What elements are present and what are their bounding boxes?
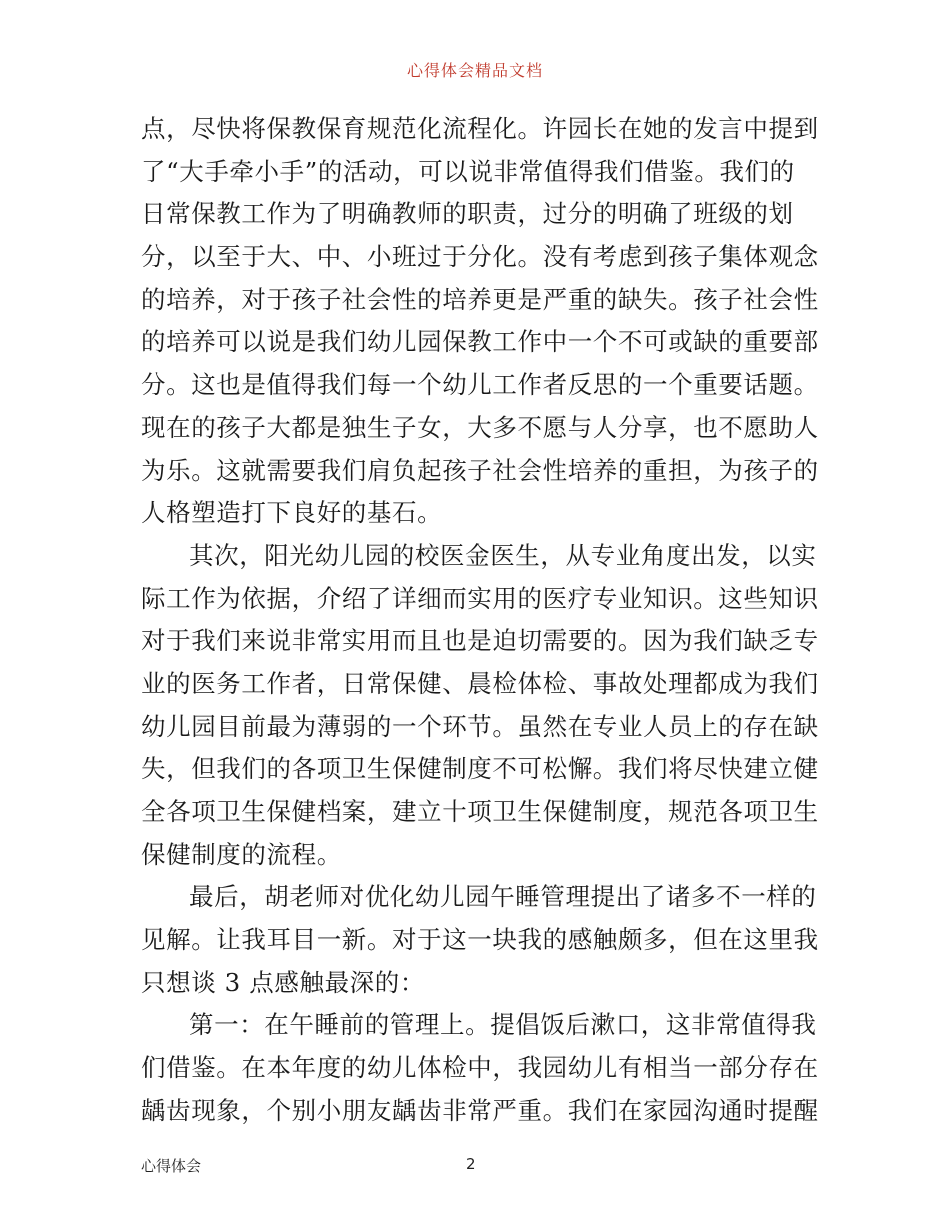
text-line: 了“大手牵小手”的活动，可以说非常值得我们借鉴。我们的: [141, 156, 795, 186]
text-line: 的培养，对于孩子社会性的培养更是严重的缺失。孩子社会性: [141, 284, 819, 314]
page-header-title: 心得体会精品文档: [406, 61, 543, 80]
text-line: 分，以至于大、中、小班过于分化。没有考虑到孩子集体观念: [141, 242, 819, 272]
text-line: 幼儿园目前最为薄弱的一个环节。虽然在专业人员上的存在缺: [141, 711, 819, 741]
page-number: 2: [466, 1155, 476, 1173]
text-line: 际工作为依据，介绍了详细而实用的医疗专业知识。这些知识: [141, 583, 819, 613]
text-line: 们借鉴。在本年度的幼儿体检中，我园幼儿有相当一部分存在: [141, 1053, 819, 1083]
text-line: 点，尽快将保教保育规范化流程化。许园长在她的发言中提到: [141, 114, 819, 143]
text-line: 其次，阳光幼儿园的校医金医生，从专业角度出发，以实: [189, 540, 817, 570]
text-line: 分。这也是值得我们每一个幼儿工作者反思的一个重要话题。: [141, 370, 819, 400]
page-footer: [0, 1155, 950, 1177]
text-line: 失，但我们的各项卫生保健制度不可松懈。我们将尽快建立健: [141, 754, 819, 784]
text-line: 业的医务工作者，日常保健、晨检体检、事故处理都成为我们: [141, 668, 819, 698]
text-line: 见解。让我耳目一新。对于这一块我的感触颇多，但在这里我: [141, 925, 819, 955]
text-line: 现在的孩子大都是独生子女，大多不愿与人分享，也不愿助人: [141, 412, 819, 442]
text-line: 龋齿现象，个别小朋友龋齿非常严重。我们在家园沟通时提醒: [141, 1095, 819, 1125]
text-line: 最后，胡老师对优化幼儿园午睡管理提出了诸多不一样的: [189, 882, 817, 912]
text-line: 日常保教工作为了明确教师的职责，过分的明确了班级的划: [141, 199, 794, 229]
text-line: 只想谈 3 点感触最深的：: [141, 967, 425, 997]
text-line: 第一：在午睡前的管理上。提倡饭后漱口，这非常值得我: [189, 1010, 817, 1040]
text-line: 全各项卫生保健档案，建立十项卫生保健制度，规范各项卫生: [141, 797, 819, 826]
text-line: 人格塑造打下良好的基石。: [141, 498, 443, 528]
text-line: 保健制度的流程。: [141, 839, 342, 869]
text-line: 为乐。这就需要我们肩负起孩子社会性培养的重担，为孩子的: [141, 455, 819, 485]
text-line: 的培养可以说是我们幼儿园保教工作中一个不可或缺的重要部: [141, 327, 819, 357]
footer-label: 心得体会: [141, 1157, 202, 1175]
document-body: [141, 108, 821, 1133]
text-line: 对于我们来说非常实用而且也是迫切需要的。因为我们缺乏专: [141, 626, 819, 656]
